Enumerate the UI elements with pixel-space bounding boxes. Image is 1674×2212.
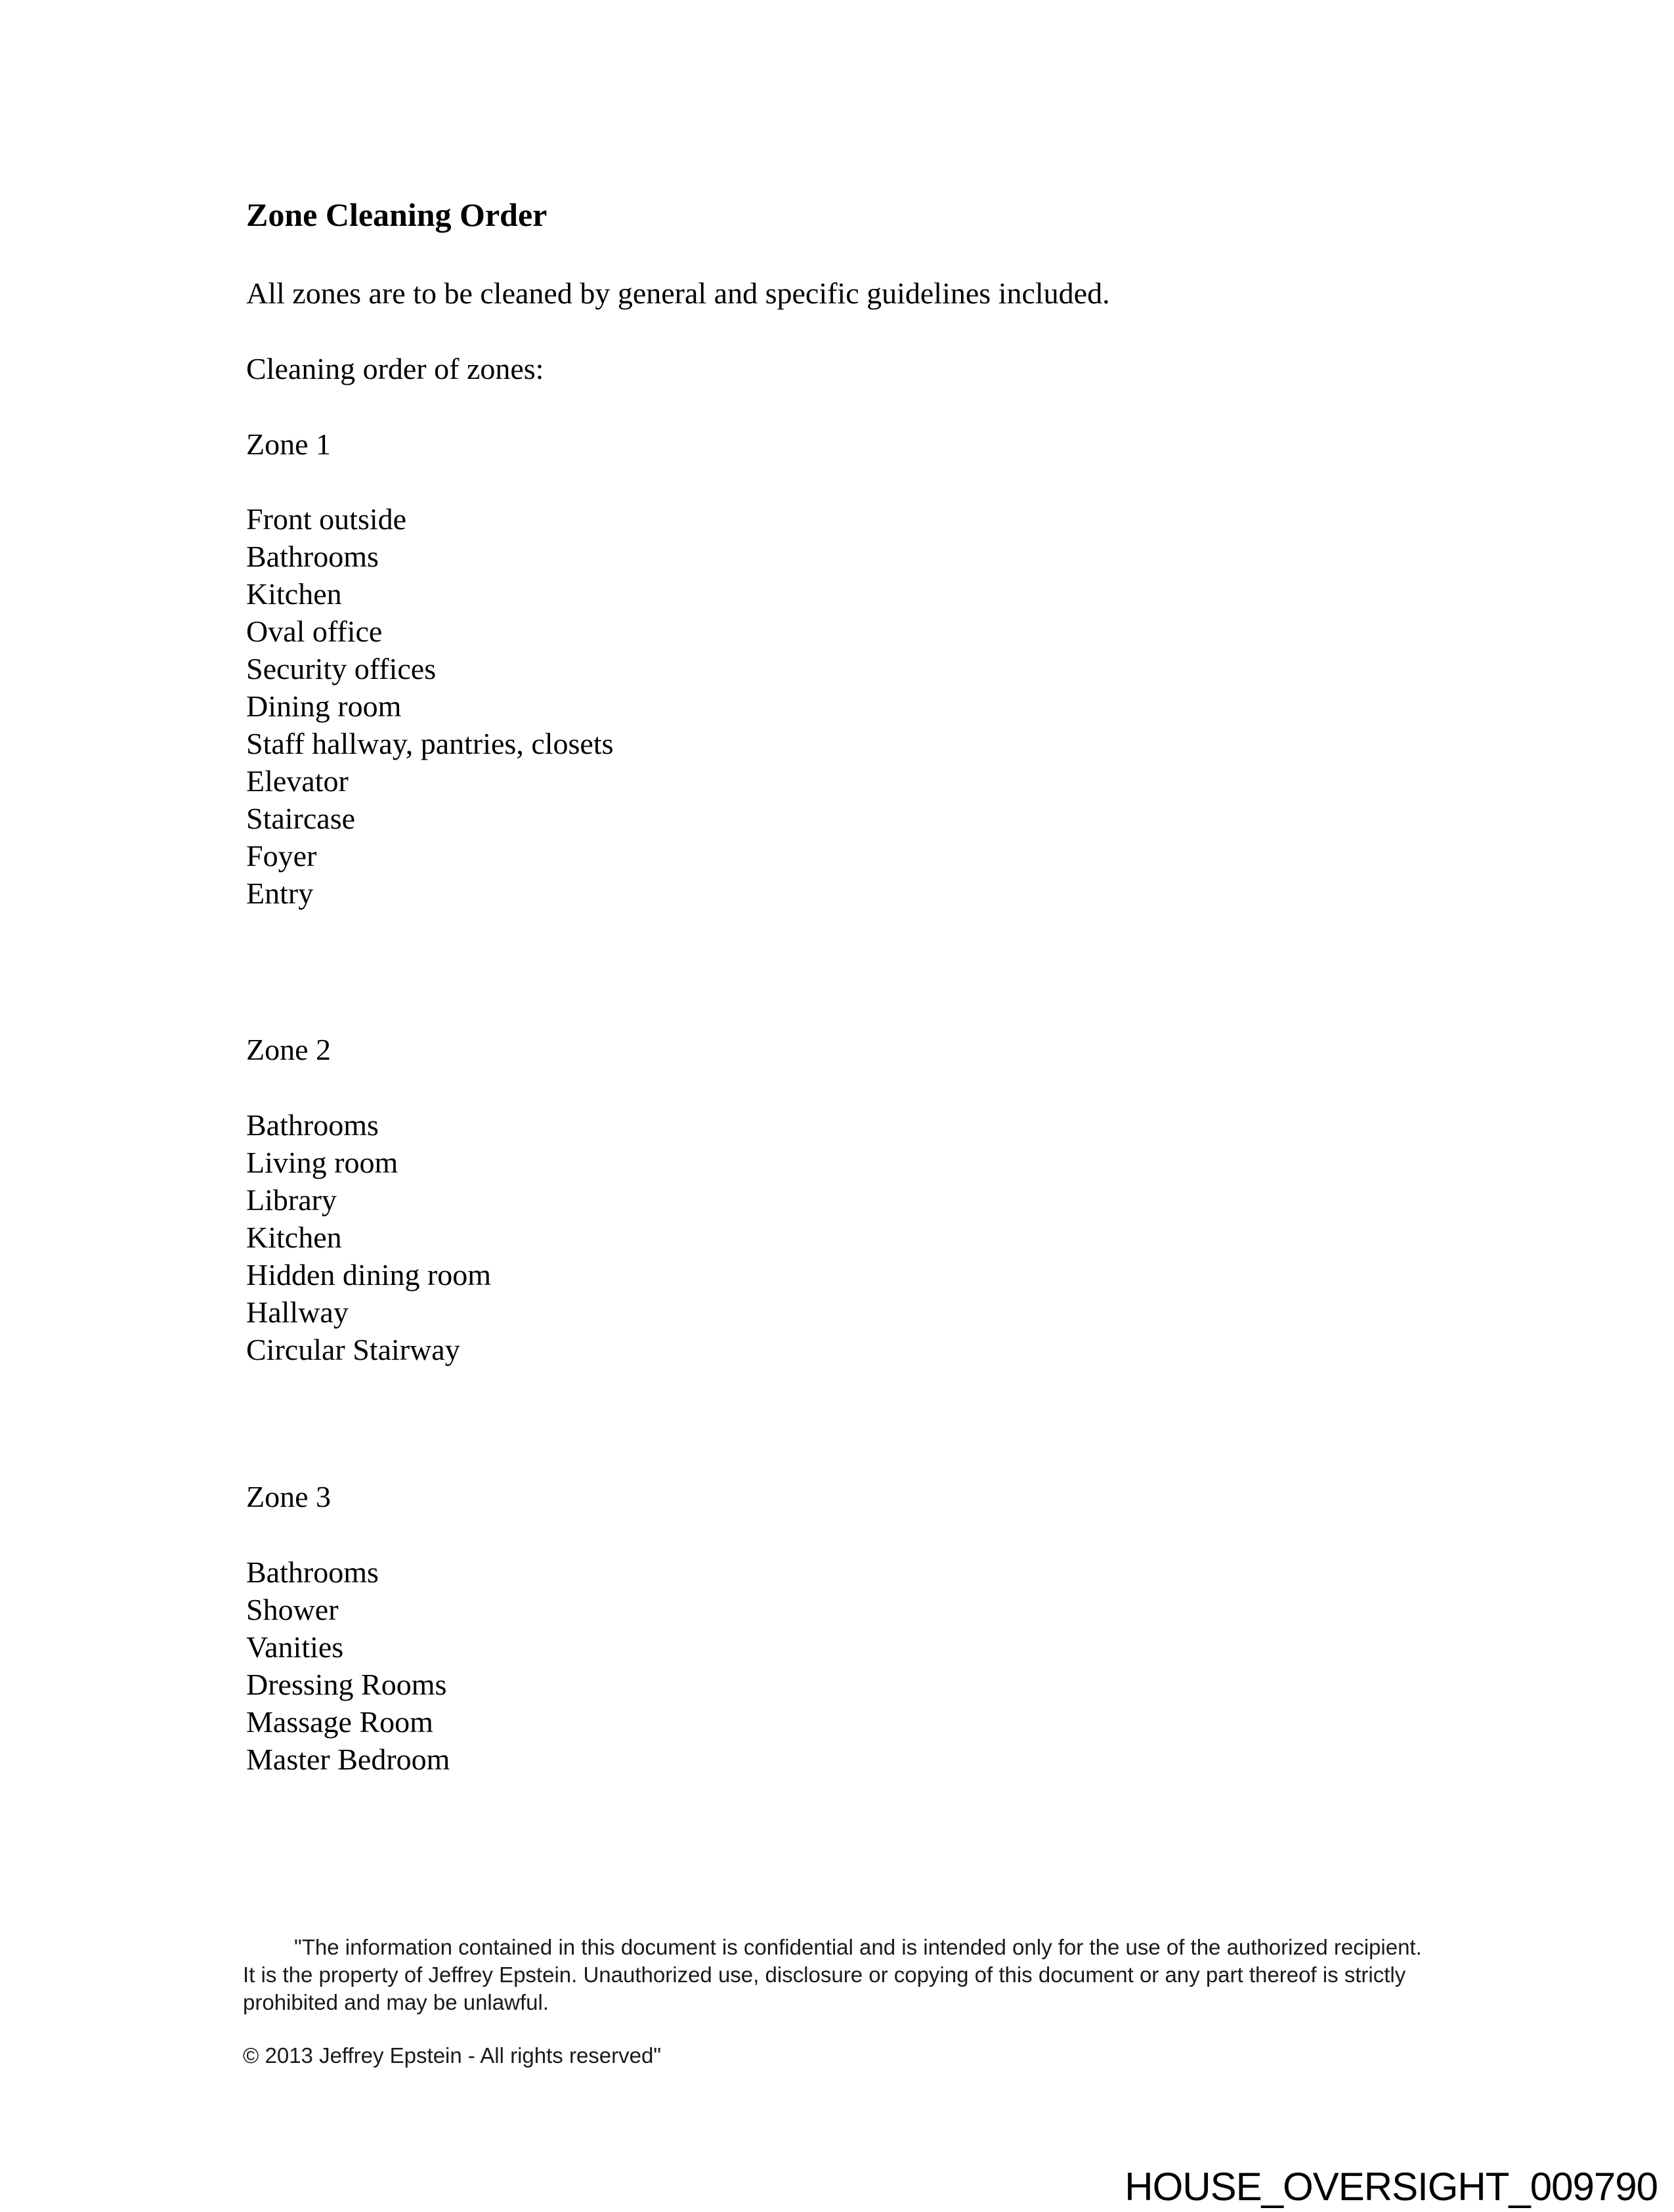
zone-2-list: [246, 1106, 491, 1368]
zone-item: Bathrooms: [246, 1108, 379, 1142]
zone-item: Elevator: [246, 764, 349, 798]
zone-item: Kitchen: [246, 1221, 342, 1254]
disclaimer-line: "The information contained in this document is confidential and is intended only for the use of the authorized recipient.: [294, 1935, 1422, 1959]
disclaimer-line: It is the property of Jeffrey Epstein. Unauthorized use, disclosure or copying of this document or any part thereof is strictly: [243, 1963, 1406, 1987]
zone-item: Hidden dining room: [246, 1258, 492, 1291]
zone-item: Shower: [246, 1593, 339, 1626]
zone-item: Master Bedroom: [246, 1743, 450, 1776]
zone-item: Staircase: [246, 802, 356, 835]
zone-item: Security offices: [246, 652, 437, 685]
confidentiality-disclaimer: [243, 1934, 1422, 2016]
zone-item: Kitchen: [246, 577, 342, 611]
zone-1-list: [246, 500, 614, 912]
zone-item: Entry: [246, 877, 314, 910]
disclaimer-line: prohibited and may be unlawful.: [243, 1990, 549, 2014]
zone-item: Living room: [246, 1146, 398, 1179]
zone-item: Bathrooms: [246, 1555, 379, 1589]
zone-item: Vanities: [246, 1630, 344, 1664]
zone-item: Staff hallway, pantries, closets: [246, 727, 614, 760]
zone-item: Hallway: [246, 1295, 349, 1329]
zone-item: Massage Room: [246, 1705, 433, 1739]
bates-number: HOUSE_OVERSIGHT_009790: [1125, 2165, 1658, 2209]
intro-text: All zones are to be cleaned by general and specific guidelines included.: [246, 276, 1110, 310]
zone-1-heading: Zone 1: [246, 427, 332, 461]
copyright-text: © 2013 Jeffrey Epstein - All rights reserved": [243, 2043, 662, 2068]
cleaning-order-label: Cleaning order of zones:: [246, 352, 544, 385]
zone-item: Bathrooms: [246, 540, 379, 573]
zone-2-heading: Zone 2: [246, 1033, 332, 1066]
zone-3-list: [246, 1553, 450, 1778]
zone-item: Foyer: [246, 839, 317, 873]
zone-item: Dining room: [246, 689, 402, 723]
zone-item: Library: [246, 1183, 337, 1217]
zone-item: Front outside: [246, 502, 407, 536]
zone-item: Dressing Rooms: [246, 1668, 447, 1701]
zone-3-heading: Zone 3: [246, 1480, 332, 1513]
zone-item: Circular Stairway: [246, 1333, 460, 1366]
page-title: Zone Cleaning Order: [246, 196, 547, 233]
zone-item: Oval office: [246, 615, 383, 648]
